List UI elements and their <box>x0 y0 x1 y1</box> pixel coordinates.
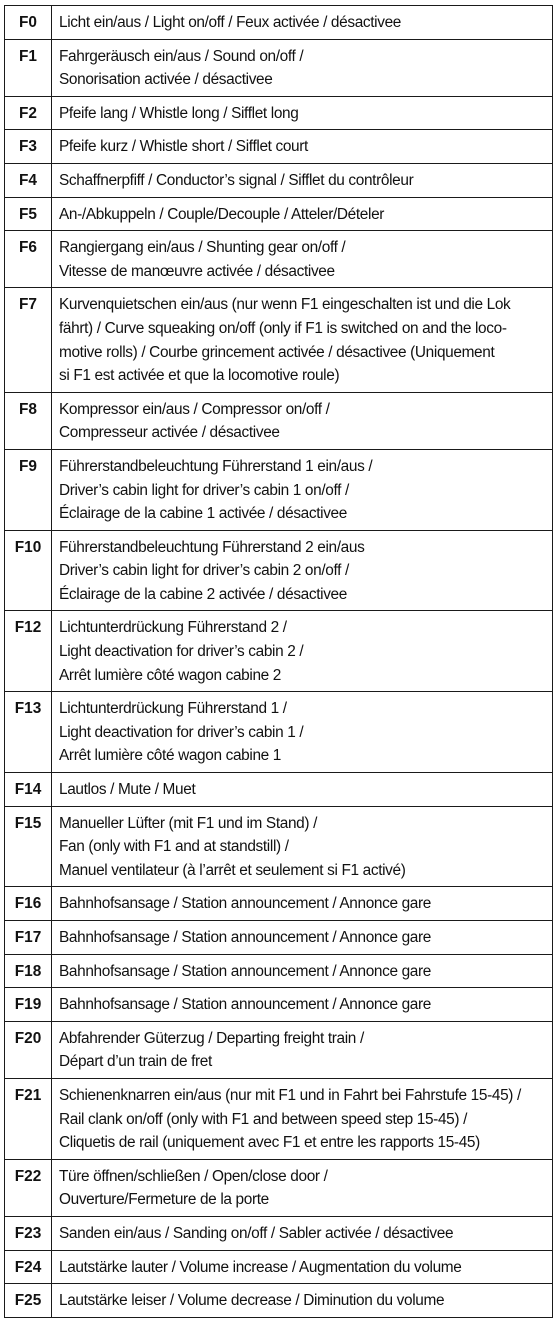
description-line: Lautstärke leiser / Volume decrease / Diminution du volume <box>59 1292 445 1310</box>
table-row <box>5 288 553 392</box>
function-description <box>52 988 553 1022</box>
function-description <box>52 231 553 288</box>
table-row <box>5 39 553 96</box>
function-description <box>52 692 553 773</box>
function-description <box>52 1216 553 1250</box>
description-line: Bahnhofsansage / Station announcement / Annonce gare <box>59 996 431 1014</box>
description-line: Arrêt lumière côté wagon cabine 2 <box>59 666 282 684</box>
function-key: F3 <box>5 130 52 164</box>
description-line: Manuel ventilateur (à l’arrêt et seulement si F1 activé) <box>59 861 406 879</box>
function-key: F22 <box>5 1159 52 1216</box>
description-line: Driver’s cabin light for driver’s cabin 2 on/off / <box>59 562 349 580</box>
description-line: Fan (only with F1 and at standstill) / <box>59 838 289 856</box>
description-line: fährt) / Curve squeaking on/off (only if F1 is switched on and the loco- <box>59 319 507 337</box>
function-description <box>52 96 553 130</box>
table-row <box>5 1159 553 1216</box>
description-line: Arrêt lumière côté wagon cabine 1 <box>59 747 282 765</box>
description-line: Lautstärke lauter / Volume increase / Augmentation du volume <box>59 1258 462 1276</box>
table-row <box>5 231 553 288</box>
description-line: Bahnhofsansage / Station announcement / Annonce gare <box>59 895 431 913</box>
function-key: F15 <box>5 806 52 887</box>
function-description <box>52 197 553 231</box>
function-description <box>52 392 553 449</box>
description-line: Abfahrender Güterzug / Departing freight train / <box>59 1029 364 1047</box>
function-description <box>52 1159 553 1216</box>
function-description <box>52 530 553 611</box>
table-row <box>5 1078 553 1159</box>
description-line: Lichtunterdrückung Führerstand 2 / <box>59 619 287 637</box>
description-line: Ouverture/Fermeture de la porte <box>59 1191 269 1209</box>
description-line: Türe öffnen/schließen / Open/close door / <box>59 1167 328 1185</box>
function-description <box>52 954 553 988</box>
table-row <box>5 611 553 692</box>
function-key: F20 <box>5 1021 52 1078</box>
function-key: F1 <box>5 39 52 96</box>
function-key: F14 <box>5 773 52 807</box>
function-description <box>52 887 553 921</box>
function-description <box>52 921 553 955</box>
description-line: Schienenknarren ein/aus (nur mit F1 und in Fahrt bei Fahrstufe 15-45) / <box>59 1086 521 1104</box>
table-row <box>5 392 553 449</box>
description-line: Cliquetis de rail (uniquement avec F1 et entre les rapports 15-45) <box>59 1134 480 1152</box>
description-line: Rail clank on/off (only with F1 and between speed step 15-45) / <box>59 1110 468 1128</box>
table-row <box>5 887 553 921</box>
function-description <box>52 1021 553 1078</box>
description-line: Kompressor ein/aus / Compressor on/off / <box>59 400 330 418</box>
description-line: Lichtunterdrückung Führerstand 1 / <box>59 700 287 718</box>
function-key: F17 <box>5 921 52 955</box>
description-line: Lautlos / Mute / Muet <box>59 781 196 799</box>
function-description <box>52 6 553 40</box>
description-line: motive rolls) / Courbe grincement activée / désactivee (Uniquement <box>59 343 495 361</box>
function-key: F21 <box>5 1078 52 1159</box>
function-key: F12 <box>5 611 52 692</box>
description-line: Pfeife kurz / Whistle short / Sifflet court <box>59 138 308 156</box>
table-row <box>5 96 553 130</box>
description-line: Fahrgeräusch ein/aus / Sound on/off / <box>59 47 304 65</box>
table-row <box>5 197 553 231</box>
function-key: F23 <box>5 1216 52 1250</box>
description-line: Licht ein/aus / Light on/off / Feux activée / désactivee <box>59 14 402 31</box>
table-row <box>5 954 553 988</box>
description-line: Führerstandbeleuchtung Führerstand 2 ein/aus <box>59 538 365 556</box>
function-key: F16 <box>5 887 52 921</box>
description-line: Départ d’un train de fret <box>59 1053 212 1071</box>
function-key: F5 <box>5 197 52 231</box>
function-key: F4 <box>5 163 52 197</box>
function-description <box>52 39 553 96</box>
function-key: F24 <box>5 1250 52 1284</box>
function-description <box>52 773 553 807</box>
table-row <box>5 130 553 164</box>
function-key: F6 <box>5 231 52 288</box>
function-key: F8 <box>5 392 52 449</box>
function-key: F0 <box>5 6 52 40</box>
description-line: Sanden ein/aus / Sanding on/off / Sabler activée / désactivee <box>59 1224 454 1242</box>
function-key: F19 <box>5 988 52 1022</box>
description-line: Bahnhofsansage / Station announcement / Annonce gare <box>59 962 431 980</box>
function-key: F10 <box>5 530 52 611</box>
description-line: si F1 est activée et que la locomotive roule) <box>59 367 340 385</box>
description-line: Rangiergang ein/aus / Shunting gear on/off / <box>59 239 346 257</box>
function-key: F2 <box>5 96 52 130</box>
function-key: F18 <box>5 954 52 988</box>
description-line: Kurvenquietschen ein/aus (nur wenn F1 eingeschalten ist und die Lok <box>59 296 511 314</box>
table-row <box>5 806 553 887</box>
description-line: Éclairage de la cabine 1 activée / désactivee <box>59 505 347 523</box>
table-row <box>5 692 553 773</box>
function-description <box>52 806 553 887</box>
description-line: Sonorisation activée / désactivee <box>59 71 273 89</box>
table-row <box>5 6 553 40</box>
function-description <box>52 288 553 392</box>
description-line: Light deactivation for driver’s cabin 1 / <box>59 723 304 741</box>
function-key: F25 <box>5 1284 52 1318</box>
table-row <box>5 1284 553 1318</box>
function-description <box>52 611 553 692</box>
function-description <box>52 163 553 197</box>
description-line: Vitesse de manœuvre activée / désactivee <box>59 262 335 280</box>
function-description <box>52 1284 553 1318</box>
table-row <box>5 988 553 1022</box>
function-description <box>52 1078 553 1159</box>
table-row <box>5 1021 553 1078</box>
description-line: Light deactivation for driver’s cabin 2 / <box>59 643 304 661</box>
description-line: Manueller Lüfter (mit F1 und im Stand) / <box>59 814 318 832</box>
description-line: Driver’s cabin light for driver’s cabin 1 on/off / <box>59 481 349 499</box>
function-table-body <box>5 6 553 1318</box>
table-row <box>5 1216 553 1250</box>
description-line: Führerstandbeleuchtung Führerstand 1 ein/aus / <box>59 457 373 475</box>
description-line: Pfeife lang / Whistle long / Sifflet long <box>59 104 299 122</box>
description-line: Éclairage de la cabine 2 activée / désactivee <box>59 585 347 603</box>
function-table-container <box>4 5 552 1318</box>
function-description <box>52 1250 553 1284</box>
description-line: Bahnhofsansage / Station announcement / Annonce gare <box>59 929 431 946</box>
table-row <box>5 773 553 807</box>
function-key: F7 <box>5 288 52 392</box>
function-description <box>52 130 553 164</box>
function-key: F13 <box>5 692 52 773</box>
table-row <box>5 163 553 197</box>
table-row <box>5 921 553 955</box>
table-row <box>5 530 553 611</box>
description-line: An-/Abkuppeln / Couple/Decouple / Atteler/Dételer <box>59 205 385 223</box>
function-table <box>4 5 553 1318</box>
description-line: Schaffnerpfiff / Conductor’s signal / Sifflet du contrôleur <box>59 171 414 189</box>
table-row <box>5 1250 553 1284</box>
description-line: Compresseur activée / désactivee <box>59 424 280 442</box>
function-key: F9 <box>5 449 52 530</box>
function-description <box>52 449 553 530</box>
table-row <box>5 449 553 530</box>
